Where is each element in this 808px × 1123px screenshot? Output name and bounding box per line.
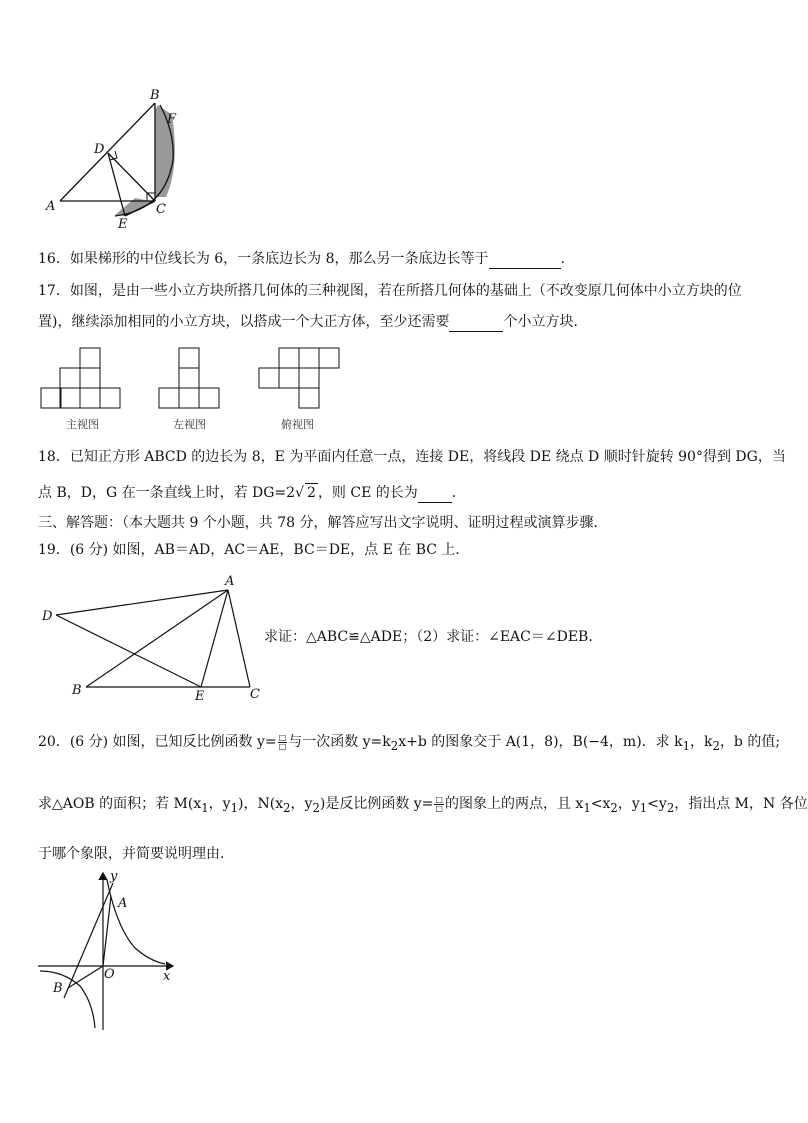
question-20-line2 [38,795,808,817]
q20-text-c: x+b 的图象交于 A(1，8)，B(−4，m)．求 k [398,734,683,750]
q18-text-end: ． [451,485,466,501]
label-E: E [195,689,205,704]
fraction-denominator: □ [278,741,287,751]
subscript: 1 [682,738,691,753]
fraction-denominator: □ [435,803,443,813]
front-view-caption: 主视图 [66,418,99,431]
axis-label-y: y [110,869,118,884]
q17-answer-blank[interactable] [449,313,503,332]
question-20-line3: 于哪个象限，并简要说明理由． [38,846,234,862]
label-B: B [53,981,63,996]
q18-answer-blank[interactable] [418,484,452,503]
fraction-numerator: □ [278,732,287,742]
label-B: B [72,683,82,698]
figure-q20-graph [35,868,185,1033]
subscript: 1 [583,800,591,815]
segment-DE [56,615,201,687]
q20-text-2d: ，y [290,796,313,812]
subscript: 2 [283,800,291,815]
label-O: O [104,967,115,982]
question-17-line1: 17．如图，是由一些小立方块所搭几何体的三种视图，若在所搭几何体的基础上（不改变原几何体中小立方块的位 [38,283,742,299]
subscript: 1 [639,800,648,815]
question-18-line1: 18．已知正方形 ABCD 的边长为 8，E 为平面内任意一点，连接 DE，将线段 DE 绕点 D 顺时针旋转 90°得到 DG，当 [38,449,786,465]
axis-label-x: x [163,969,171,984]
subscript: 2 [312,800,320,815]
q20-text-2b: ，y [208,796,231,812]
segment-AC [228,590,250,687]
question-19-prove: 求证：△ABC≌△ADE；（2）求证：∠EAC＝∠DEB． [264,629,603,645]
section-3-title: 三、解答题：（本大题共 9 个小题，共 78 分，解答应写出文字说明、证明过程或演算步骤． [38,515,608,531]
label-D: D [42,609,53,624]
label-A: A [46,199,56,214]
subscript: 2 [666,800,675,815]
label-A: A [225,574,235,589]
figure-q17-left-view [158,347,220,409]
hyperbola-branch-3 [40,971,95,1028]
fraction-k1-over-x [434,796,444,813]
question-18-line2 [38,483,466,503]
question-20-line1 [38,733,780,755]
label-D: D [94,142,105,157]
subscript: 2 [610,800,618,815]
left-view-caption: 左视图 [173,418,206,431]
subscript: 2 [712,738,720,753]
segment-AE [201,590,228,687]
q20-text-2f: 的图象上的两点，且 x [444,796,584,812]
q20-text-2a: 求△AOB 的面积；若 M(x [38,796,202,812]
fraction-numerator: □ [435,794,443,804]
q16-text-end: . [560,251,565,267]
figure-q15-triangle-sector [40,85,200,235]
subscript: 2 [390,738,399,753]
q20-text-b: 与一次函数 y=k [288,734,391,750]
question-16 [38,250,565,269]
label-B: B [150,88,160,103]
q17-text: 置)，继续添加相同的小立方块，以搭成一个大正方体，至少还需要 [38,314,450,330]
figure-q17-front-view [40,347,122,409]
subscript: 1 [230,800,239,815]
q20-text-2e: )是反比例函数 y= [319,796,434,812]
q20-text-2c: )，N(x [238,796,284,812]
q20-text-e: ，b 的值; [719,734,781,750]
figure-q19-triangles [38,572,270,704]
sqrt-radicand: 2 [307,485,316,501]
q17-text-end: 个小立方块． [503,314,588,330]
q20-text-2h: ，y [617,796,640,812]
label-A: A [118,896,128,911]
question-17-line2 [38,313,587,332]
sqrt-symbol: √ [295,485,305,501]
q20-text-a: 20．(6 分) 如图，已知反比例函数 y= [38,734,277,750]
segment-OA [103,896,111,966]
segment-BA [86,590,228,687]
q16-text: 16．如果梯形的中位线长为 6，一条底边长为 8，那么另一条底边长等于 [38,251,489,267]
q18-text-mid: ，则 CE 的长为 [317,485,418,501]
label-F: F [167,112,177,127]
subscript: 1 [201,800,209,815]
q16-answer-blank[interactable] [489,250,561,269]
label-C: C [156,202,166,217]
q20-text-2g: <x [590,796,611,812]
question-19-stem: 19．(6 分) 如图，AB＝AD，AC＝AE，BC＝DE，点 E 在 BC 上． [38,542,470,558]
label-C: C [250,687,260,702]
q20-text-2j: ，指出点 M，N 各位 [674,796,808,812]
q20-text-d: ，k [690,734,713,750]
figure-q17-top-view [258,347,340,409]
segment-DA [56,590,228,615]
fraction-k1-over-x [278,734,288,751]
label-E: E [118,217,128,232]
q18-text: 点 B，D，G 在一条直线上时，若 DG=2 [38,485,296,501]
hyperbola-branch-1 [107,880,165,964]
q20-text-2i: <y [647,796,667,812]
top-view-caption: 俯视图 [281,418,314,431]
